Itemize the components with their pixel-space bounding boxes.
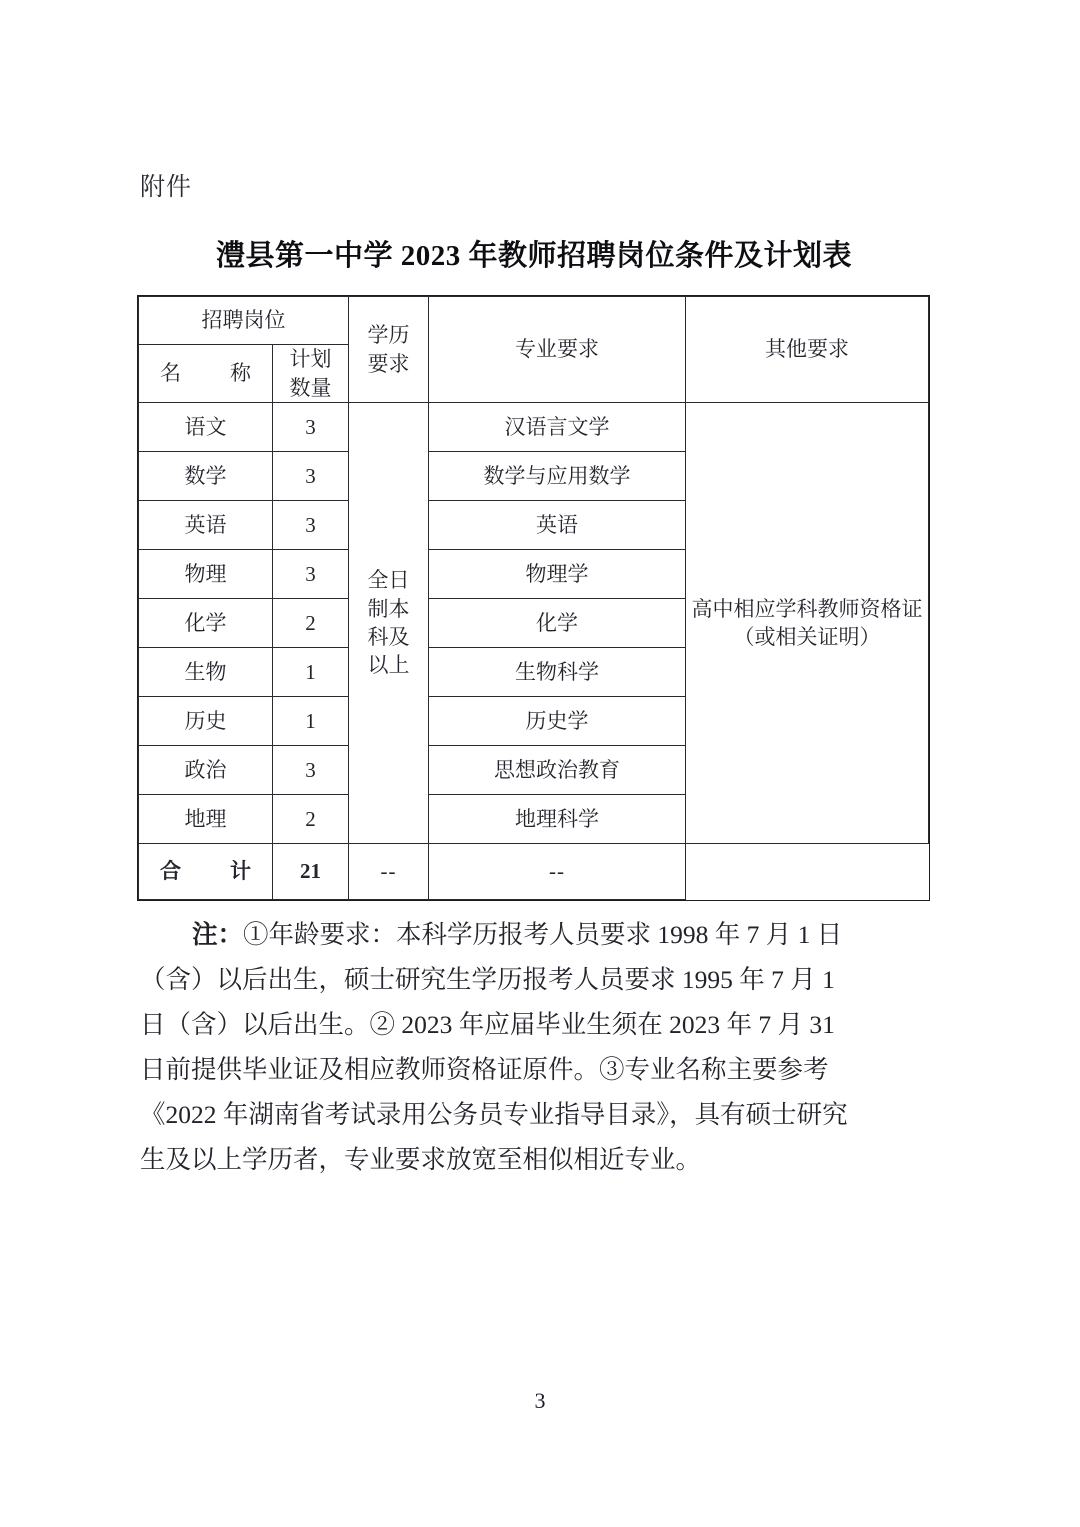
notes-line-1-text: ①年龄要求：本科学历报考人员要求 1998 年 7 月 1 日 [243,920,843,949]
page-number: 3 [534,1388,546,1413]
education-requirement-text: 全日制本科及以上 [367,568,410,678]
education-requirement-cell [349,403,429,844]
table-header-row-top [139,297,929,345]
total-count: 21 [273,844,349,900]
subject-major: 化学 [429,599,686,648]
subject-name: 历史 [139,697,273,746]
header-education [349,297,429,403]
page-title: 澧县第一中学 2023 年教师招聘岗位条件及计划表 [215,240,852,272]
subject-name: 地理 [139,795,273,844]
header-plan-count [273,345,349,403]
subject-name: 数学 [139,452,273,501]
subject-major: 思想政治教育 [429,746,686,795]
subject-count: 3 [273,550,349,599]
subject-count: 1 [273,697,349,746]
table-total-row [139,844,929,900]
notes-line-6: 生及以上学历者，专业要求放宽至相似相近专业。 [140,1145,702,1174]
notes-paragraph [140,912,940,1182]
subject-name: 物理 [139,550,273,599]
notes-line-5: 《2022 年湖南省考试录用公务员专业指导目录》，具有硕士研究 [140,1100,848,1129]
subject-name: 化学 [139,599,273,648]
header-education-line2: 要求 [367,351,410,376]
subject-major: 英语 [429,501,686,550]
notes-line-1 [140,912,940,957]
subject-name: 英语 [139,501,273,550]
subject-count: 3 [273,501,349,550]
subject-major: 数学与应用数学 [429,452,686,501]
header-plan-count-line2: 数量 [289,375,332,400]
header-other: 其他要求 [686,297,929,403]
subject-count: 2 [273,599,349,648]
recruitment-plan-table [138,296,929,900]
header-plan-count-line1: 计划 [289,347,332,372]
other-requirement-cell: 高中相应学科教师资格证（或相关证明） [686,403,929,844]
total-major-dash: -- [349,844,429,900]
notes-line-2: （含）以后出生，硕士研究生学历报考人员要求 1995 年 7 月 1 [140,965,835,994]
subject-name: 生物 [139,648,273,697]
subject-count: 2 [273,795,349,844]
notes-lead: 注： [192,920,244,949]
subject-major: 汉语言文学 [429,403,686,452]
header-position-group: 招聘岗位 [139,297,349,345]
subject-major: 历史学 [429,697,686,746]
subject-count: 1 [273,648,349,697]
subject-major: 地理科学 [429,795,686,844]
subject-count: 3 [273,452,349,501]
subject-name: 语文 [139,403,273,452]
subject-count: 3 [273,403,349,452]
total-label: 合 计 [139,844,273,900]
subject-major: 物理学 [429,550,686,599]
header-major: 专业要求 [429,297,686,403]
attachment-label: 附件 [140,174,193,201]
notes-block [140,912,940,1182]
subject-major: 生物科学 [429,648,686,697]
notes-line-4: 日前提供毕业证及相应教师资格证原件。③专业名称主要参考 [140,1055,829,1084]
recruitment-plan-table-wrapper [138,296,928,900]
subject-name: 政治 [139,746,273,795]
header-name: 名 称 [139,345,273,403]
total-other-dash: -- [429,844,686,900]
header-education-line1: 学历 [367,323,410,348]
notes-line-3: 日（含）以后出生。② 2023 年应届毕业生须在 2023 年 7 月 31 [140,1010,835,1039]
table-row [139,403,929,452]
subject-count: 3 [273,746,349,795]
